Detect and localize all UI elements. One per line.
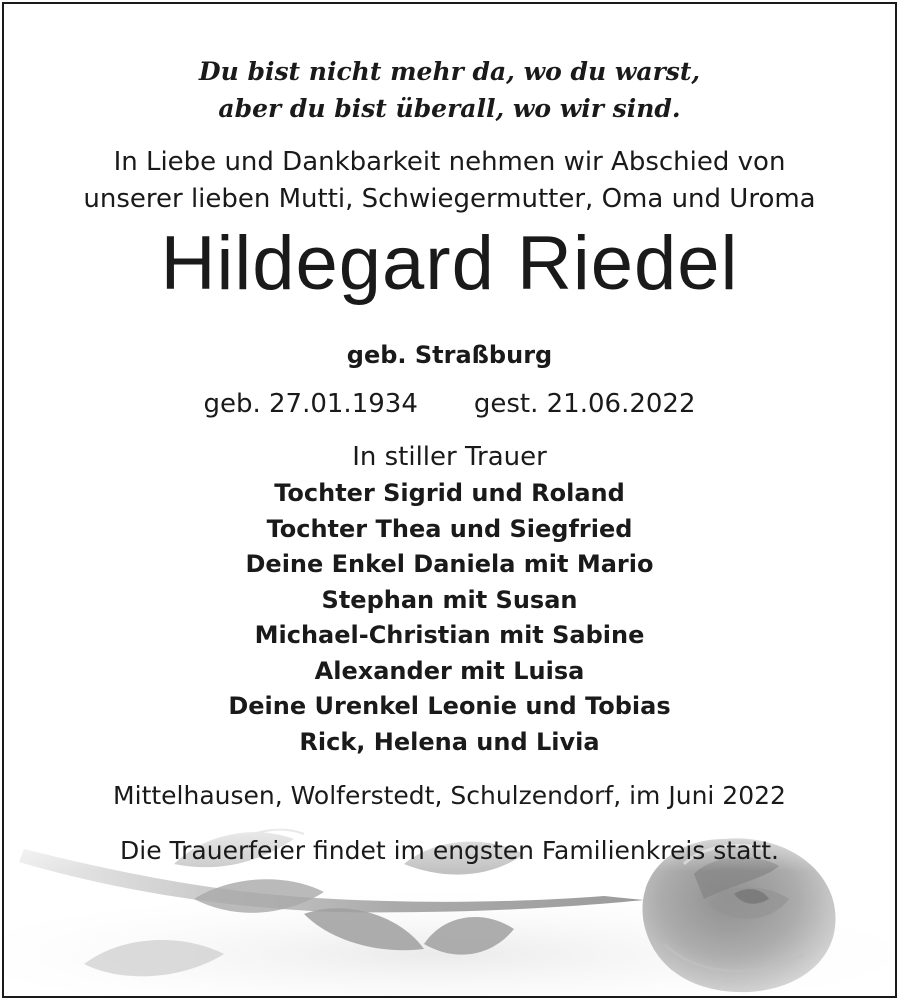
mourner-line: Deine Urenkel Leonie und Tobias	[228, 692, 671, 720]
place-and-date: Mittelhausen, Wolferstedt, Schulzendorf, im Juni 2022	[113, 781, 786, 810]
mourner-line: Deine Enkel Daniela mit Mario	[245, 550, 654, 578]
mourner-line: Stephan mit Susan	[321, 585, 578, 614]
mourner-line: Alexander mit Luisa	[314, 656, 585, 685]
life-dates	[4, 388, 895, 420]
mourner-line: Tochter Thea und Siegfried	[266, 514, 633, 543]
mourner-line: Tochter Sigrid und Roland	[274, 479, 625, 507]
rose-icon	[4, 804, 895, 996]
birth-date: geb. 27.01.1934	[203, 389, 418, 419]
intro-line-2: unserer lieben Mutti, Schwiegermutter, Oma und Uroma	[83, 184, 816, 214]
mourners-list	[4, 476, 895, 760]
mourner-line: Rick, Helena und Livia	[299, 727, 600, 756]
birth-name: geb. Straßburg	[346, 341, 553, 369]
death-date: gest. 21.06.2022	[473, 389, 696, 419]
mourner-line: Michael-Christian mit Sabine	[254, 621, 645, 649]
deceased-name: Hildegard Riedel	[160, 221, 739, 306]
mourning-heading: In stiller Trauer	[352, 442, 547, 472]
motto-line-2: aber du bist überall, wo wir sind.	[218, 94, 681, 123]
intro-line-1: In Liebe und Dankbarkeit nehmen wir Abschied von	[113, 147, 786, 177]
obituary-notice	[2, 2, 897, 998]
funeral-service-note: Die Trauerfeier findet im engsten Familienkreis statt.	[120, 836, 779, 865]
motto-line-1: Du bist nicht mehr da, wo du warst,	[198, 57, 701, 86]
